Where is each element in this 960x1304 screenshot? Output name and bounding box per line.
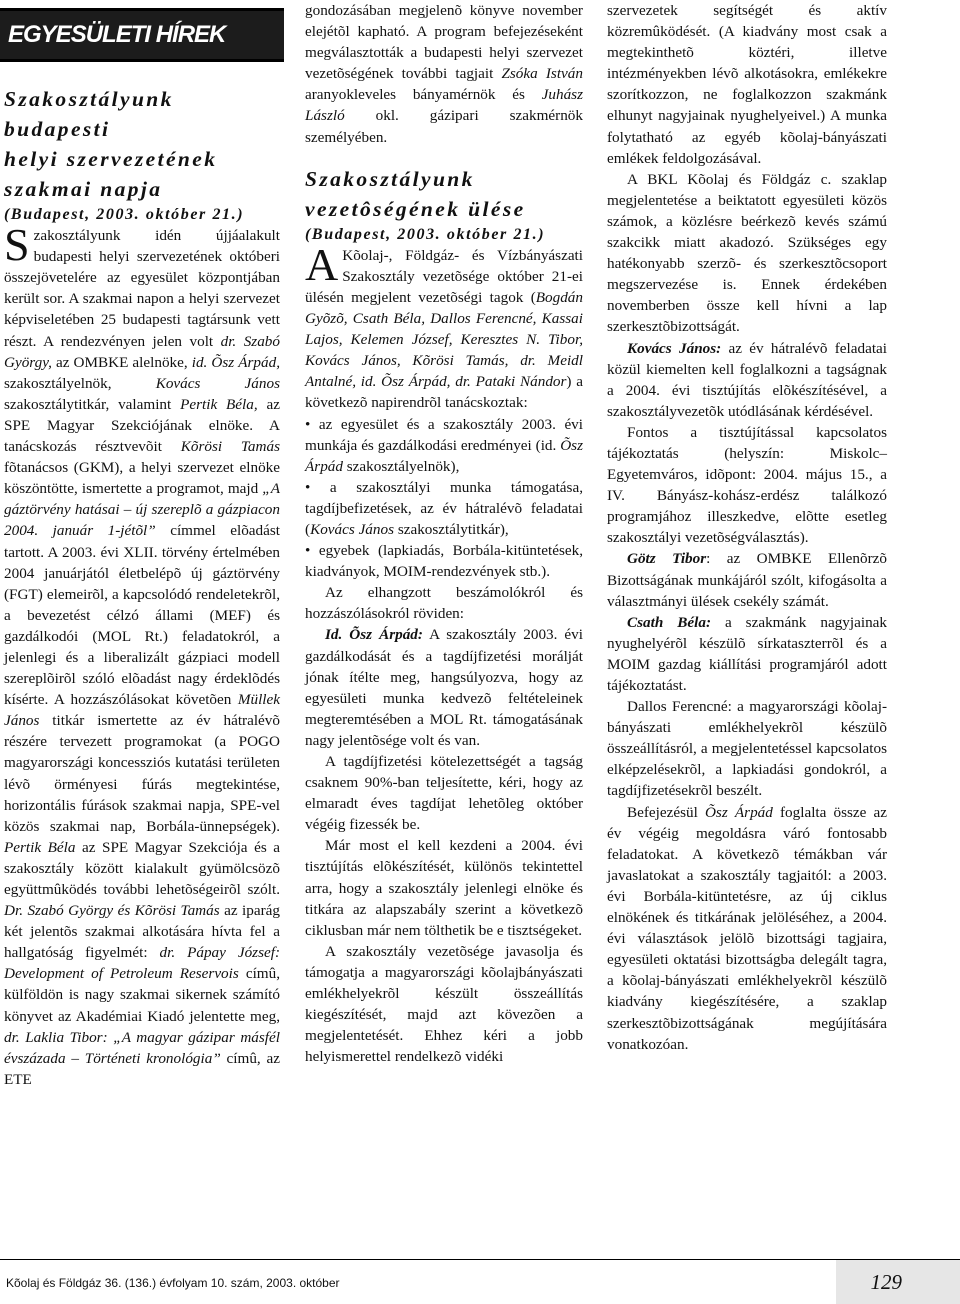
text-run: címû, az ETE	[4, 1049, 280, 1088]
article1-title-line: helyi szervezetének	[4, 147, 218, 171]
article1-title-line: szakmai napja	[4, 177, 163, 201]
text-run: az év hátralévõ feladatai közül kiemelten kell foglalkozni a tagságnak a 2004. évi tisztújítás elõkészítésével, a szakosztályvezetõk utódlásának kérdésével.	[607, 339, 888, 420]
text-run: okl. gázipari szakmérnök személyében.	[305, 107, 583, 146]
text-run: az OMBKE alelnöke,	[51, 353, 192, 371]
article1-paragraph	[4, 219, 280, 1090]
person-name: dr. Szabó György,	[4, 332, 280, 371]
page-number-box	[836, 1260, 960, 1304]
agenda-item	[305, 414, 583, 477]
article2-title-line: vezetôségének ülése	[305, 196, 526, 221]
section-banner	[0, 8, 284, 62]
text-run: címû, külföldön is nagy szakmai sikernek számító könyvet az Akadémiai Kiadó jelentette meg,	[4, 965, 280, 1025]
book-title: dr. Laklia Tibor: „A magyar gázipar másfél évszázada – Történeti kronológia”	[4, 1028, 280, 1067]
text-run: titkár ismertette az év hátralévõ részére tervezett programokat (a POGO magyarországi koncessziós kutatási területen lévõ örményesi fúrás megtekintése, horizontális fúrások szakmai napja, SPE-vel közös szakmai nap, Borbála-ünnepségek).	[4, 712, 280, 835]
person-name: Kovács János:	[627, 339, 722, 357]
article1-dropcap: S	[4, 219, 30, 271]
text-run: • a szakosztályi munka támogatása, tagdíjbefizetések, az év hátralévõ feladatai (	[305, 478, 583, 538]
text-run: szakosztályelnök),	[342, 457, 460, 475]
column-2	[305, 0, 583, 1067]
article2-paragraph: A tagdíjfizetési kötelezettségét a tagság csaknem 90%-ban teljesítette, kéri, hogy az elmaradt éves tagdíjat lehetõleg október végéig fizessék be.	[305, 753, 583, 834]
text-run: az iparág két jelentõs szakmai alkotására hívta fel a hallgatóság figyelmét:	[4, 902, 280, 962]
article2-paragraph: Az elhangzott beszámolókról és hozzászólásokról röviden:	[305, 584, 583, 623]
person-name: Götz Tibor	[627, 550, 707, 568]
text-run: szakosztálytitkár),	[394, 520, 509, 538]
person-name: Id. Õsz Árpád:	[325, 626, 423, 644]
person-name: Zsóka István	[501, 65, 583, 83]
person-name: Õsz Árpád	[704, 803, 773, 821]
text-run: gondozásában megjelenõ könyve november elejétõl kapható. A program befejezéseként megválasztották a budapesti helyi szervezet vezetõségének további tagjait	[305, 2, 583, 83]
article2-paragraph: Fontos a tisztújítással kapcsolatos tájékoztatás (helyszín: Miskolc–Egyetemváros, idõpont: 2004. május 15., a IV. Bányász-kohász-erdész találkozó programjához illeszkedve, elõtte esetleg szakosztályi vezetõségválasztás).	[607, 423, 887, 547]
column-1	[4, 84, 280, 1090]
text-run: : az OMBKE Ellenõrzõ Bizottságának munkájáról szólt, kifogásolta a választmányi ülések csekély számát.	[607, 550, 887, 610]
person-name: Dr. Szabó György és Kõrösi Tamás	[4, 902, 220, 920]
text-run: zakosztályunk idén újjáalakult budapesti helyi szervezetének októberi összejövetelére az egyesület központjában került sor. A szakmai napon a helyi szervezet képviseletében 25 budapesti tagtársunk vett részt. A rendezvényen jelen volt	[4, 227, 280, 350]
page-number: 129	[870, 1270, 902, 1294]
article2-dateline: (Budapest, 2003. október 21.)	[305, 225, 546, 243]
text-run: • az egyesület és a szakosztály 2003. évi munkája és gazdálkodási eredményei (id.	[305, 415, 583, 454]
article2-title	[305, 164, 583, 224]
text-run: aranyokleveles bányamérnök és	[305, 86, 542, 104]
text-run: címmel elõadást tartott. A 2003. évi XLII. törvény értelmében 2004 januárjától életbelépõ új gáztörvény (FGT) elemeirõl, a kapcsolódó rendeletekrõl, a bevezetést célzó állami (MEF) és gazdálkodói (MOL Rt.) feladatokról, a jelenlegi és a liberalizált gázpiaci modell szereplõirõl szóló elõadást nagy érdeklõdés kísérte. A hozzászólásokat követõen	[4, 522, 280, 709]
person-name: Müllek János	[4, 691, 280, 730]
text-run: az SPE Magyar Szekciójának elnöke. A tanácskozás résztvevõit	[4, 395, 280, 456]
article1-title-line: Szakosztályunk budapesti	[4, 87, 174, 141]
person-name: Kovács János	[310, 520, 395, 538]
article1-dateline: (Budapest, 2003. október 21.)	[4, 206, 245, 223]
person-name: Pertik Béla,	[180, 395, 258, 413]
person-name: Pertik Béla	[4, 838, 76, 856]
text-run: a szakmánk nagyjainak nyughelyérõl készülõ sírkataszterrõl és a MOIM gazdag kiállítási programjáról adott tájékoztatást.	[607, 613, 887, 694]
article2-paragraph: szervezetek segítségét és aktív közremûködését. (A kiadvány most csak a megtekinthetõ köztéri, illetve intézményekben lévõ alkotásokra, emlékekre szorítkozzon, ne foglalkozzon szakmánk elhunyt nagyjainak nyughelyeivel.) A munka folytatható az egyéb kõolaj-bányászati emlékek feldolgozásával.	[607, 2, 887, 167]
footer-rule	[0, 1259, 960, 1260]
article2-dropcap: A	[305, 238, 339, 290]
article2-title-line: Szakosztályunk	[305, 166, 475, 191]
article2-paragraph	[607, 338, 887, 422]
text-run: szakosztálytitkár, valamint	[4, 395, 181, 413]
person-name: id. Õsz Árpád,	[191, 353, 280, 371]
person-name: Kõrösi Tamás	[180, 438, 280, 456]
text-run: az SPE Magyar Szekciója és a szakosztály között kialakult gyümölcsözõ együttmûködés további lehetõségeirõl szólt.	[4, 838, 280, 898]
person-name: Juhász László	[305, 86, 583, 125]
agenda-item	[305, 477, 583, 540]
article1-title	[4, 84, 280, 204]
book-title: dr. Pápay József: Development of Petroleum Reservois	[4, 944, 280, 983]
article2-paragraph: A szakosztály vezetõsége javasolja és támogatja a magyarországi kõolajbányászati emlékhelyekrõl készült összeállítás kiegészítését, majd azt kövezõen a megjelentetését. Ehhez kéri a jobb helyismerettel rendelkezõ vidéki	[305, 942, 583, 1066]
article2-paragraph	[305, 624, 583, 751]
person-name: Kovács János	[155, 374, 280, 392]
agenda-item: • egyebek (lapkiadás, Borbála-kitüntetések, kiadványok, MOIM-rendezvények stb.).	[305, 542, 583, 581]
article2-paragraph: Dallos Ferencné: a magyarországi kõolaj-bányászati emlékhelyekrõl készülõ összeállításról, a megjelentetéssel kapcsolatos elképzelésekrõl, a lapkiadási gondokról, a tagdíjfizetésekrõl beszélt.	[607, 698, 887, 800]
article2-paragraph	[607, 802, 887, 1055]
text-run: Befejezésül	[627, 803, 705, 821]
article2-paragraph	[305, 238, 583, 414]
person-name: Õsz Árpád	[305, 436, 583, 475]
text-run: foglalta össze az év végéig megoldásra váró fontosabb feladatokat. A következõ témákban vár javaslatokat a szakosztály tagjaitól: a 2003. évi Borbála-kitüntetésre, az új ciklus elnökének és titkárának jelöléséhez, a 2004. évi választások jelölõ bizottsági tagjaira, egyesületi oktatási bizottságba delegált tagra, a kõolaj-bányászati emlékhelyekrõl készülõ kiadvány kiegészítésére, a szaklap szerkesztõbizottságának megújítására vonatkozóan.	[607, 803, 887, 1053]
article2-paragraph	[607, 612, 887, 696]
footer-citation: Kõolaj és Földgáz 36. (136.) évfolyam 10. szám, 2003. október	[6, 1276, 340, 1290]
person-name: Csath Béla:	[627, 613, 712, 631]
person-list: Bogdán Gyõzõ, Csath Béla, Dallos Ferencné, Kassai Lajos, Kelemen József, Keresztes N. Tibor, Kovács János, Kõrösi Tamás, dr. Meidl Antalné, id. Õsz Árpád, dr. Pataki Nándor	[305, 288, 583, 391]
text-run: Kõolaj-, Földgáz- és Vízbányászati Szakosztály vezetõsége október 21-ei ülésén megjelent vezetõségi tagok (	[305, 246, 583, 306]
banner-label: EGYESÜLETI HÍREK	[8, 21, 226, 48]
article1-continuation	[305, 0, 583, 148]
text-run: fõtanácsos (GKM), a helyi szervezet elnöke köszöntötte, ismertette a programot, majd	[4, 459, 280, 498]
column-3	[607, 0, 887, 1055]
text-run: szakosztályelnök,	[4, 374, 156, 392]
lecture-title: „A gáztörvény hatásai – új szereplõ a gázpiacon 2004. január 1-jétõl”	[4, 480, 280, 540]
text-run: ) a következõ napirendrõl tanácskoztak:	[305, 373, 583, 412]
text-run: A szakosztály 2003. évi gazdálkodását és a tagdíjfizetési morálját jónak ítélte meg, hangsúlyozva, hogy az egyesületi munka kedvezõ feltételeinek megteremtésében a MOL Rt. támogatásának nagy jelentõsége volt és van.	[305, 626, 583, 749]
article2-paragraph: Már most el kell kezdeni a 2004. évi tisztújítás elõkészítését, különös tekintettel arra, hogy a szakosztály jelenlegi elnöke és titkára az alapszabály szerint a következõ ciklusban már nem tölthetik be e tisztségeket.	[305, 837, 583, 939]
article2-paragraph: A BKL Kõolaj és Földgáz c. szaklap megjelentetése a beiktatott egyesületi közös számok, a közlésre beérkezõ kevés számú szakcikk miatt akadozó. Szükséges egy hatékonyabb szerzõ- és szerkesztõcsoport megszervezése is. Ennek érdekében novemberben össze kell hívni a lap szerkesztõbizottságát.	[607, 170, 887, 336]
article2-paragraph	[607, 548, 887, 611]
